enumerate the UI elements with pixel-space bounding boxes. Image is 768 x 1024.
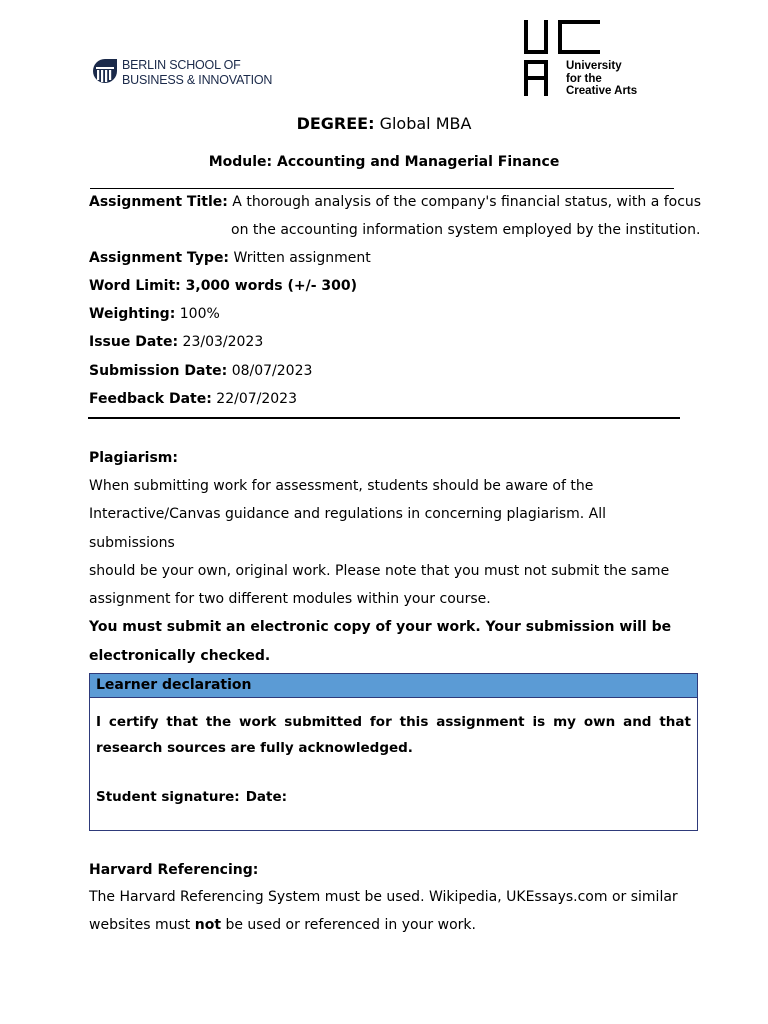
learner-declaration-text: I certify that the work submitted for this assignment is my own and that research sources are fully acknowledged. (96, 714, 691, 756)
details-divider (88, 417, 680, 419)
assignment-type-label: Assignment Type: (89, 250, 230, 266)
issue-date (89, 332, 263, 352)
bsbi-wordmark-line1: BERLIN SCHOOL OF (122, 58, 241, 72)
learner-declaration-box (89, 673, 698, 831)
weighting-label: Weighting: (89, 306, 176, 322)
plagiarism-bold-line2: electronically checked. (89, 647, 271, 664)
harvard-line2-pre: websites must (89, 917, 195, 934)
harvard-heading: Harvard Referencing: (89, 862, 259, 878)
feedback-date-label: Feedback Date: (89, 391, 212, 407)
assignment-type-value: Written assignment (233, 250, 371, 266)
top-divider (90, 188, 674, 189)
degree-heading (0, 114, 768, 133)
harvard-line1: The Harvard Referencing System must be used. Wikipedia, UKEssays.com or similar (89, 889, 678, 905)
feedback-date (89, 389, 297, 409)
feedback-date-value: 22/07/2023 (216, 391, 297, 407)
weighting (89, 304, 220, 324)
assignment-title-label: Assignment Title: (89, 194, 228, 210)
uca-wordmark-line1: University (566, 60, 622, 72)
plagiarism-line2: Interactive/Canvas guidance and regulations in concerning plagiarism. All submissions (89, 506, 607, 551)
uca-wordmark-line3: Creative Arts (566, 85, 638, 97)
plagiarism-line4: assignment for two different modules within your course. (89, 591, 491, 608)
submission-date-label: Submission Date: (89, 363, 228, 379)
assignment-title-line1: A thorough analysis of the company's financial status, with a focus (232, 194, 702, 210)
bsbi-wordmark-line2: BUSINESS & INNOVATION (122, 73, 273, 87)
student-signature-label: Student signature: (96, 789, 240, 805)
plagiarism-text (89, 472, 689, 670)
plagiarism-line1: When submitting work for assessment, students should be aware of the (89, 478, 594, 494)
uca-wordmark-line2: for the (566, 72, 602, 85)
bsbi-emblem-icon (92, 58, 118, 88)
assignment-type (89, 248, 371, 268)
harvard-line2-post: be used or referenced in your work. (221, 917, 476, 934)
date-label: Date: (245, 789, 288, 805)
weighting-value: 100% (179, 306, 220, 322)
harvard-line2 (89, 911, 689, 939)
degree-value: Global MBA (379, 114, 472, 133)
signature-row (96, 789, 287, 805)
plagiarism-line3: should be your own, original work. Please note that you must not submit the same (89, 562, 670, 579)
assignment-title (89, 192, 701, 212)
uca-wordmark (566, 60, 637, 98)
bsbi-wordmark (122, 58, 272, 88)
plagiarism-heading: Plagiarism: (89, 450, 178, 466)
submission-date (89, 361, 312, 381)
harvard-line2-bold: not (194, 917, 222, 934)
bsbi-logo (92, 58, 272, 88)
word-limit: Word Limit: 3,000 words (+/- 300) (89, 278, 358, 294)
learner-declaration-heading: Learner declaration (90, 674, 697, 698)
submission-date-value: 08/07/2023 (231, 363, 313, 379)
issue-date-value: 23/03/2023 (182, 334, 264, 350)
assignment-title-line2: on the accounting information system employed by the institution. (231, 222, 701, 238)
module-heading: Module: Accounting and Managerial Finance (208, 154, 560, 170)
issue-date-label: Issue Date: (89, 334, 179, 350)
harvard-text (89, 883, 689, 940)
plagiarism-bold-line1: You must submit an electronic copy of your work. Your submission will be (89, 619, 672, 636)
degree-label: DEGREE: (296, 114, 375, 133)
uca-logo (522, 20, 657, 100)
